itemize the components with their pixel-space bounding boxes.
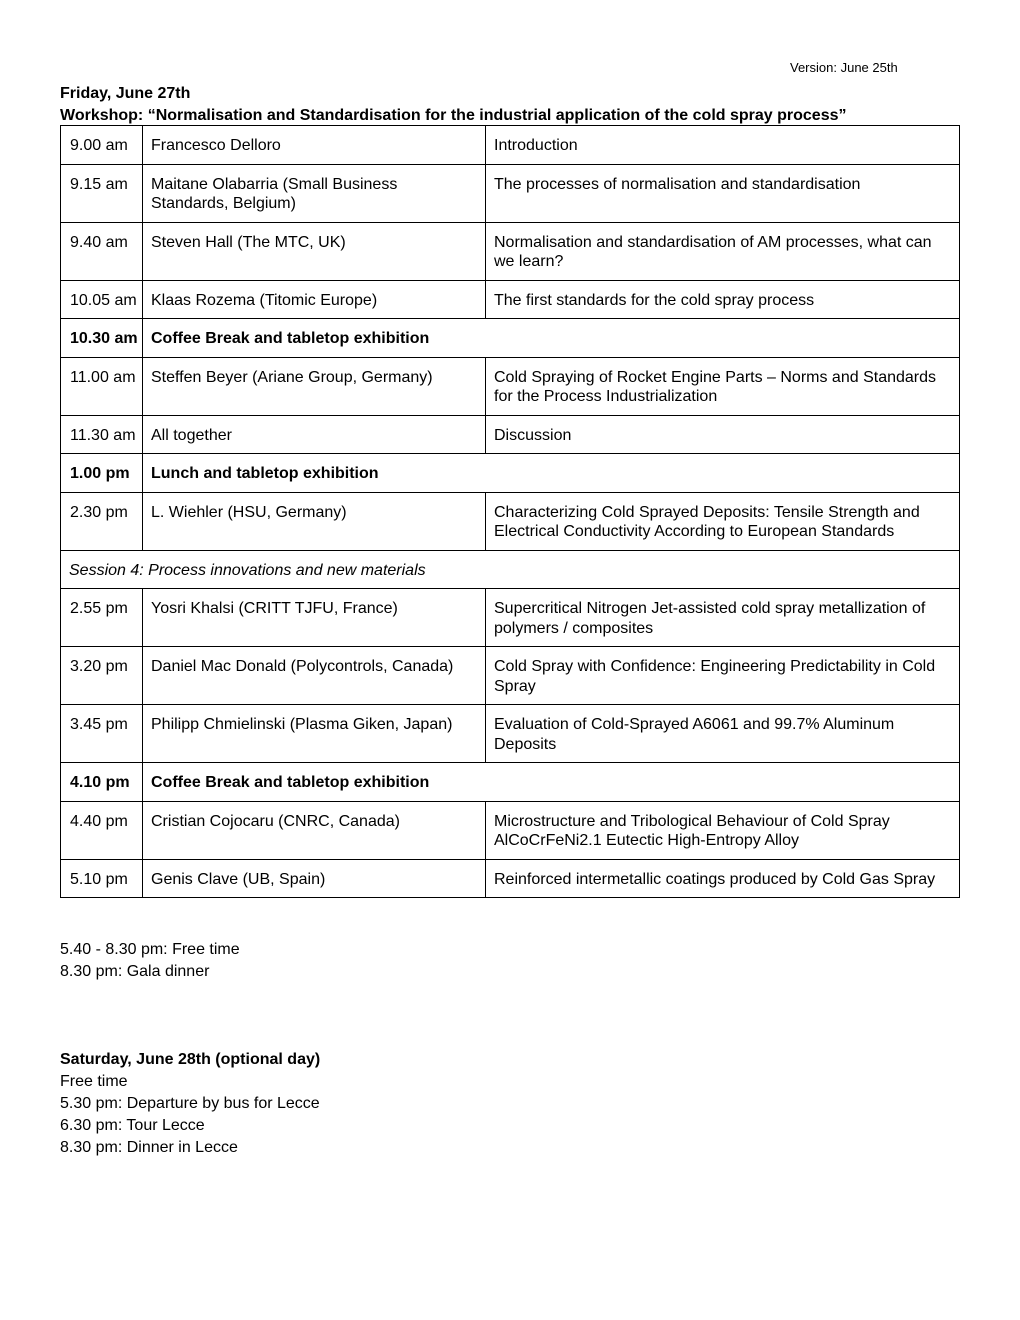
time-cell: 10.05 am <box>61 280 143 319</box>
table-row <box>61 164 960 222</box>
time-cell: 4.40 pm <box>61 801 143 859</box>
time-cell: 10.30 am <box>61 319 143 358</box>
day2-title: Saturday, June 28th (optional day) <box>60 1051 321 1068</box>
table-row <box>61 492 960 550</box>
time-cell: 11.30 am <box>61 415 143 454</box>
table-row <box>61 647 960 705</box>
break-label-cell: Lunch and tabletop exhibition <box>143 454 960 493</box>
time-cell: 9.40 am <box>61 222 143 280</box>
day2-item: 8.30 pm: Dinner in Lecce <box>60 1139 238 1156</box>
talk-title-cell: Microstructure and Tribological Behaviour of Cold Spray AlCoCrFeNi2.1 Eutectic High-Entropy Alloy <box>486 801 960 859</box>
time-cell: 2.55 pm <box>61 589 143 647</box>
table-row <box>61 859 960 898</box>
table-row <box>61 589 960 647</box>
speaker-cell: All together <box>143 415 486 454</box>
speaker-cell: Daniel Mac Donald (Polycontrols, Canada) <box>143 647 486 705</box>
talk-title-cell: Evaluation of Cold-Sprayed A6061 and 99.7% Aluminum Deposits <box>486 705 960 763</box>
time-cell: 3.45 pm <box>61 705 143 763</box>
day2-item: 6.30 pm: Tour Lecce <box>60 1117 205 1134</box>
workshop-title: Workshop: “Normalisation and Standardisation for the industrial application of the cold spray process” <box>60 107 847 124</box>
time-cell: 5.10 pm <box>61 859 143 898</box>
evening-item: 5.40 - 8.30 pm: Free time <box>60 941 240 958</box>
time-cell: 9.15 am <box>61 164 143 222</box>
session-label-cell: Session 4: Process innovations and new materials <box>61 550 960 589</box>
version-note: Version: June 25th <box>790 60 898 75</box>
talk-title-cell: The processes of normalisation and standardisation <box>486 164 960 222</box>
day2-section <box>60 1049 320 1159</box>
talk-title-cell: Reinforced intermetallic coatings produced by Cold Gas Spray <box>486 859 960 898</box>
speaker-cell: Klaas Rozema (Titomic Europe) <box>143 280 486 319</box>
speaker-cell: Francesco Delloro <box>143 126 486 165</box>
evening-list <box>60 939 240 983</box>
schedule-body <box>61 126 960 898</box>
schedule-table <box>60 125 960 898</box>
break-row <box>61 319 960 358</box>
evening-item: 8.30 pm: Gala dinner <box>60 963 210 980</box>
speaker-cell: Cristian Cojocaru (CNRC, Canada) <box>143 801 486 859</box>
day-title: Friday, June 27th <box>60 85 191 102</box>
break-row <box>61 454 960 493</box>
table-row <box>61 280 960 319</box>
speaker-cell: Steffen Beyer (Ariane Group, Germany) <box>143 357 486 415</box>
talk-title-cell: Normalisation and standardisation of AM processes, what can we learn? <box>486 222 960 280</box>
time-cell: 4.10 pm <box>61 763 143 802</box>
talk-title-cell: Cold Spray with Confidence: Engineering Predictability in Cold Spray <box>486 647 960 705</box>
talk-title-cell: Discussion <box>486 415 960 454</box>
session-row <box>61 550 960 589</box>
table-row <box>61 126 960 165</box>
talk-title-cell: Characterizing Cold Sprayed Deposits: Tensile Strength and Electrical Conductivity According to European Standards <box>486 492 960 550</box>
table-row <box>61 415 960 454</box>
break-label-cell: Coffee Break and tabletop exhibition <box>143 319 960 358</box>
time-cell: 11.00 am <box>61 357 143 415</box>
talk-title-cell: The first standards for the cold spray process <box>486 280 960 319</box>
talk-title-cell: Supercritical Nitrogen Jet-assisted cold spray metallization of polymers / composites <box>486 589 960 647</box>
talk-title-cell: Cold Spraying of Rocket Engine Parts – Norms and Standards for the Process Industrialization <box>486 357 960 415</box>
day2-item: 5.30 pm: Departure by bus for Lecce <box>60 1095 320 1112</box>
time-cell: 9.00 am <box>61 126 143 165</box>
time-cell: 3.20 pm <box>61 647 143 705</box>
speaker-cell: Steven Hall (The MTC, UK) <box>143 222 486 280</box>
break-label-cell: Coffee Break and tabletop exhibition <box>143 763 960 802</box>
time-cell: 2.30 pm <box>61 492 143 550</box>
day2-item: Free time <box>60 1073 128 1090</box>
speaker-cell: L. Wiehler (HSU, Germany) <box>143 492 486 550</box>
speaker-cell: Yosri Khalsi (CRITT TJFU, France) <box>143 589 486 647</box>
table-row <box>61 705 960 763</box>
time-cell: 1.00 pm <box>61 454 143 493</box>
table-row <box>61 222 960 280</box>
table-row <box>61 357 960 415</box>
talk-title-cell: Introduction <box>486 126 960 165</box>
speaker-cell: Philipp Chmielinski (Plasma Giken, Japan) <box>143 705 486 763</box>
break-row <box>61 763 960 802</box>
table-row <box>61 801 960 859</box>
speaker-cell: Maitane Olabarria (Small Business Standards, Belgium) <box>143 164 486 222</box>
speaker-cell: Genis Clave (UB, Spain) <box>143 859 486 898</box>
